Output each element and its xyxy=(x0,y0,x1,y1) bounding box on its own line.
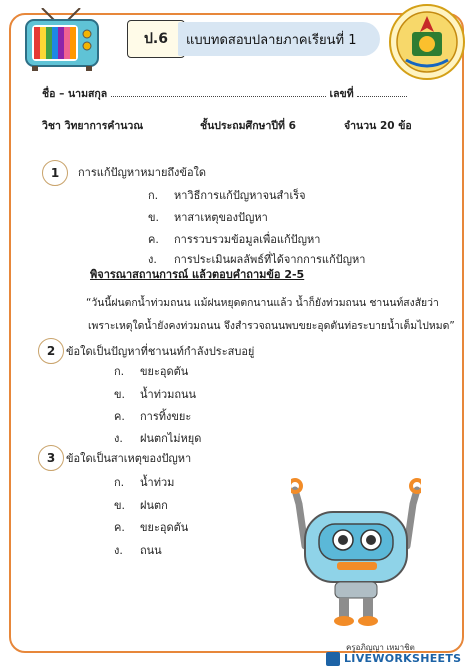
option-letter: ง. xyxy=(114,432,123,445)
question-3-number: 3 xyxy=(38,445,64,471)
question-3-text: ข้อใดเป็นสาเหตุของปัญหา xyxy=(66,452,192,465)
number-blank[interactable] xyxy=(357,96,407,97)
option-letter: ก. xyxy=(114,476,125,489)
name-label: ชื่อ – นามสกุล xyxy=(42,88,108,100)
scenario-line-2: เพราะเหตุใดน้ำยังคงท่วมถนน จึงสำรวจถนนพบขยะอุดตันท่อระบายน้ำเต็มไปหมด” xyxy=(88,320,455,332)
option-text: ถนน xyxy=(140,544,162,557)
name-blank[interactable] xyxy=(111,96,326,97)
robot-illustration xyxy=(291,476,421,626)
liveworksheets-brand-text: LIVEWORKSHEETS xyxy=(344,652,462,665)
option-text: ขยะอุดตัน xyxy=(140,365,189,378)
option-text: การรวบรวมข้อมูลเพื่อแก้ปัญหา xyxy=(174,233,321,246)
question-3-option-d[interactable] xyxy=(114,541,162,559)
option-text: น้ำท่วมถนน xyxy=(140,388,197,401)
question-2-option-a[interactable] xyxy=(114,362,188,380)
exam-title-text: แบบทดสอบปลายภาคเรียนที่ 1 xyxy=(186,32,357,48)
option-letter: ข. xyxy=(114,499,126,512)
option-letter: ข. xyxy=(114,388,126,401)
tv-illustration xyxy=(24,8,100,72)
option-letter: ค. xyxy=(148,233,159,246)
scenario-line-1: “วันนี้ฝนตกน้ำท่วมถนน แม้ฝนหยุดตกนานแล้ว น้ำก็ยังท่วมถนน ชานนท์สงสัยว่า xyxy=(86,297,439,309)
question-2-option-c[interactable] xyxy=(114,407,191,425)
option-letter: ค. xyxy=(114,410,125,423)
exam-title xyxy=(178,22,380,56)
question-3-option-a[interactable] xyxy=(114,473,174,491)
option-letter: ข. xyxy=(148,211,160,224)
scenario-heading: พิจารณาสถานการณ์ แล้วตอบคำถามข้อ 2-5 xyxy=(90,268,305,281)
question-1-number: 1 xyxy=(42,160,68,186)
option-text: การทิ้งขยะ xyxy=(140,410,192,423)
option-text: หาสาเหตุของปัญหา xyxy=(174,211,268,224)
question-3-option-b[interactable] xyxy=(114,496,168,514)
question-count: จำนวน 20 ข้อ xyxy=(344,120,412,132)
option-text: น้ำท่วม xyxy=(140,476,175,489)
grade-badge: ป.6 xyxy=(127,20,185,58)
option-letter: ค. xyxy=(114,521,125,534)
option-text: การประเมินผลลัพธ์ที่ได้จากการแก้ปัญหา xyxy=(174,253,366,266)
question-1-text: การแก้ปัญหาหมายถึงข้อใด xyxy=(78,166,207,179)
option-letter: ง. xyxy=(114,544,123,557)
question-2-text: ข้อใดเป็นปัญหาที่ชานนท์กำลังประสบอยู่ xyxy=(66,345,255,358)
question-1-option-b[interactable] xyxy=(148,208,268,226)
subject-label: วิชา วิทยาการคำนวณ xyxy=(42,120,144,132)
question-1-option-a[interactable] xyxy=(148,186,306,204)
option-text: ฝนตก xyxy=(140,499,168,512)
number-label: เลขที่ xyxy=(329,88,354,100)
name-line xyxy=(42,85,407,102)
author-credit: ครูอภิญญา เหมาชิต xyxy=(346,643,415,652)
option-text: หาวิธีการแก้ปัญหาจนสำเร็จ xyxy=(174,189,306,202)
question-3-option-c[interactable] xyxy=(114,518,188,536)
option-letter: ก. xyxy=(148,189,159,202)
liveworksheets-logo-icon xyxy=(326,652,340,666)
question-1-option-c[interactable] xyxy=(148,230,320,248)
liveworksheets-brand[interactable] xyxy=(326,650,466,667)
question-2-option-b[interactable] xyxy=(114,385,196,403)
option-letter: ง. xyxy=(148,253,157,266)
school-seal-logo xyxy=(386,2,468,82)
option-letter: ก. xyxy=(114,365,125,378)
option-text: ขยะอุดตัน xyxy=(140,521,189,534)
level-label: ชั้นประถมศึกษาปีที่ 6 xyxy=(200,120,296,132)
question-2-number: 2 xyxy=(38,338,64,364)
question-2-option-d[interactable] xyxy=(114,429,201,447)
option-text: ฝนตกไม่หยุด xyxy=(140,432,202,445)
